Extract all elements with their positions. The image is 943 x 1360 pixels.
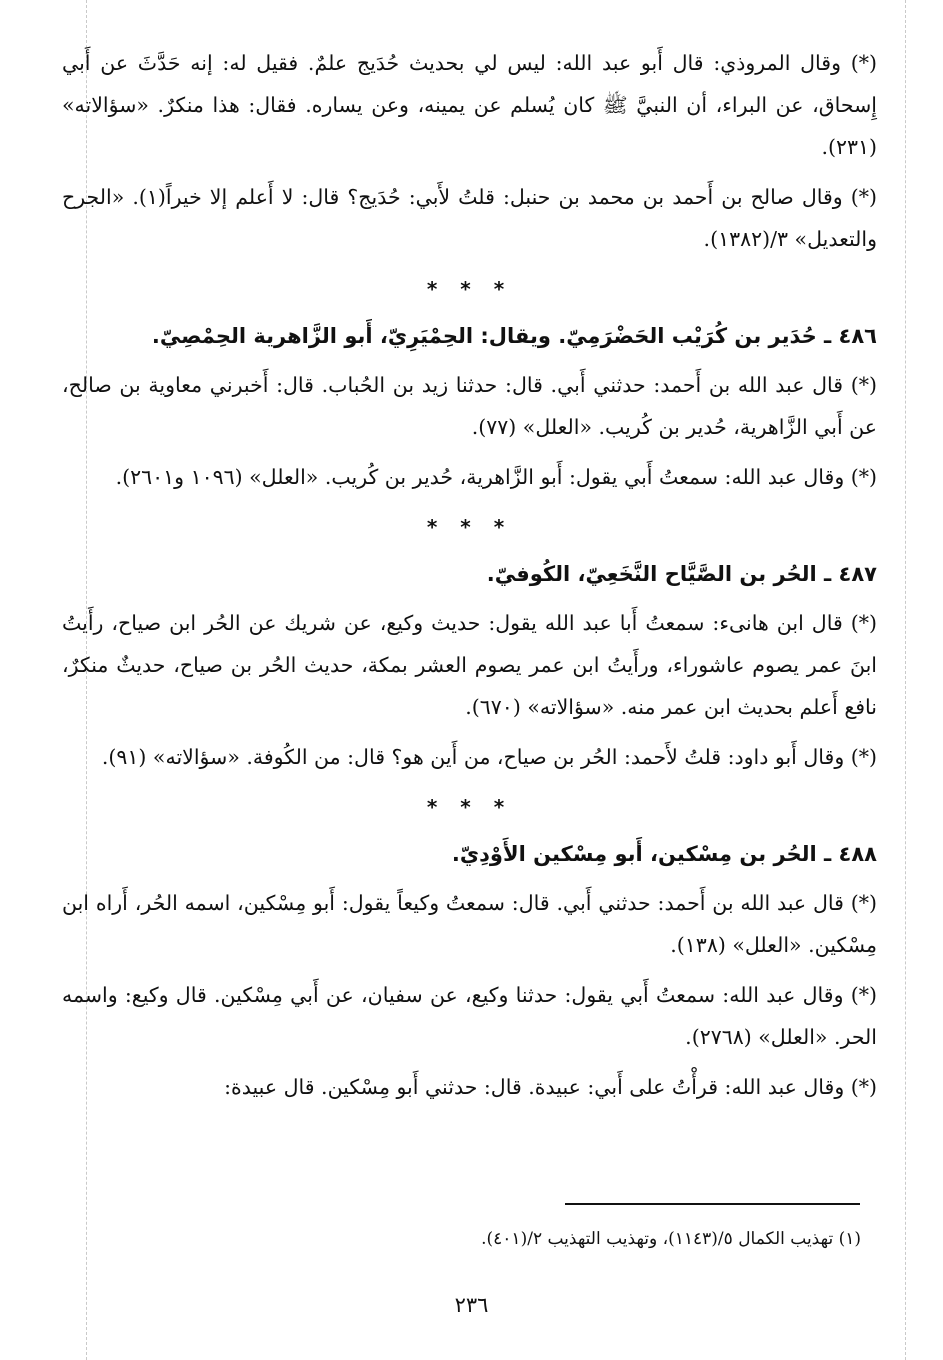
entry-title-488: ٤٨٨ ـ الحُر بن مِسْكين، أَبو مِسْكين الأَوْدِيّ.: [451, 842, 877, 866]
page-number: ٢٣٦: [454, 1293, 489, 1317]
paragraph-488-3: (*) وقال عبد الله: قرأْتُ على أَبي: عبيدة. قال: حدثني أَبو مِسْكين. قال عبيدة:: [224, 1075, 877, 1099]
paragraph-487-2: (*) وقال أَبو داود: قلتُ لأَحمد: الحُر بن صياح، من أَين هو؟ قال: من الكُوفة. «سؤالاته» (٩١).: [101, 745, 877, 769]
entry-title-486: ٤٨٦ ـ حُدَير بن كُرَيْب الحَضْرَمِيّ. ويقال: الحِمْيَرِيّ، أَبو الزَّاهرية الحِمْصِيّ.: [151, 324, 877, 348]
footnote-divider: [565, 1203, 860, 1205]
paragraph-salih: (*) وقال صالح بن أَحمد بن محمد بن حنبل: قلتُ لأَبي: حُدَيج؟ قال: لا أَعلم إلا خيراً(١). «الجرح والتعديل» ٣/(١٣٨٢).: [62, 185, 877, 251]
scan-margin-line-right: [905, 0, 906, 1360]
paragraph-486-2: (*) وقال عبد الله: سمعتُ أَبي يقول: أَبو الزَّاهرية، حُدير بن كُريب. «العلل» (١٠٩٦ و٢٦٠١).: [115, 465, 877, 489]
paragraph-486-1: (*) قال عبد الله بن أَحمد: حدثني أَبي. قال: حدثنا زيد بن الحُباب. قال: أَخبرني معاوية بن صالح، عن أَبي الزَّاهرية، حُدير بن كُريب. «العلل» (٧٧).: [62, 373, 877, 439]
page-body: [62, 42, 877, 1116]
paragraph-marwazi: (*) وقال المروذي: قال أَبو عبد الله: ليس لي بحديث حُدَيج علمٌ. فقيل له: إنه حَدَّثَ عن أَبي إِسحاق، عن البراء، أن النبيَّ ﷺ كان يُسلم عن يمينه، وعن يساره. فقال: هذا منكرٌ. «سؤالاته» (٢٣١).: [62, 51, 877, 159]
section-separator: * * *: [426, 515, 513, 539]
section-separator: * * *: [426, 795, 513, 819]
paragraph-487-1: (*) قال ابن هانىء: سمعتُ أَبا عبد الله يقول: حديث وكيع، عن شريك عن الحُر ابن صياح، رأَيتُ ابنَ عمر يصوم عاشوراء، ورأَيتُ ابن عمر يصوم العشر بمكة، حديث الحُر بن صياح، حديثٌ منكرٌ، نافع أَعلم بحديث ابن عمر منه. «سؤالاته» (٦٧٠).: [62, 611, 877, 719]
entry-title-487: ٤٨٧ ـ الحُر بن الصَّيَّاح النَّخَعِيّ، الكُوفيّ.: [486, 562, 877, 586]
paragraph-488-2: (*) وقال عبد الله: سمعتُ أَبي يقول: حدثنا وكيع، عن سفيان، عن أَبي مِسْكين. قال وكيع: واسمه الحر. «العلل» (٢٧٦٨).: [62, 983, 877, 1049]
footnote: (١) تهذيب الكمال ٥/(١١٤٣)، وتهذيب التهذيب ٢/(٤٠١).: [481, 1229, 861, 1249]
section-separator: * * *: [426, 277, 513, 301]
paragraph-488-1: (*) قال عبد الله بن أَحمد: حدثني أَبي. قال: سمعتُ وكيعاً يقول: أَبو مِسْكين، اسمه الحُر، أَراه ابن مِسْكين. «العلل» (١٣٨).: [62, 891, 877, 957]
